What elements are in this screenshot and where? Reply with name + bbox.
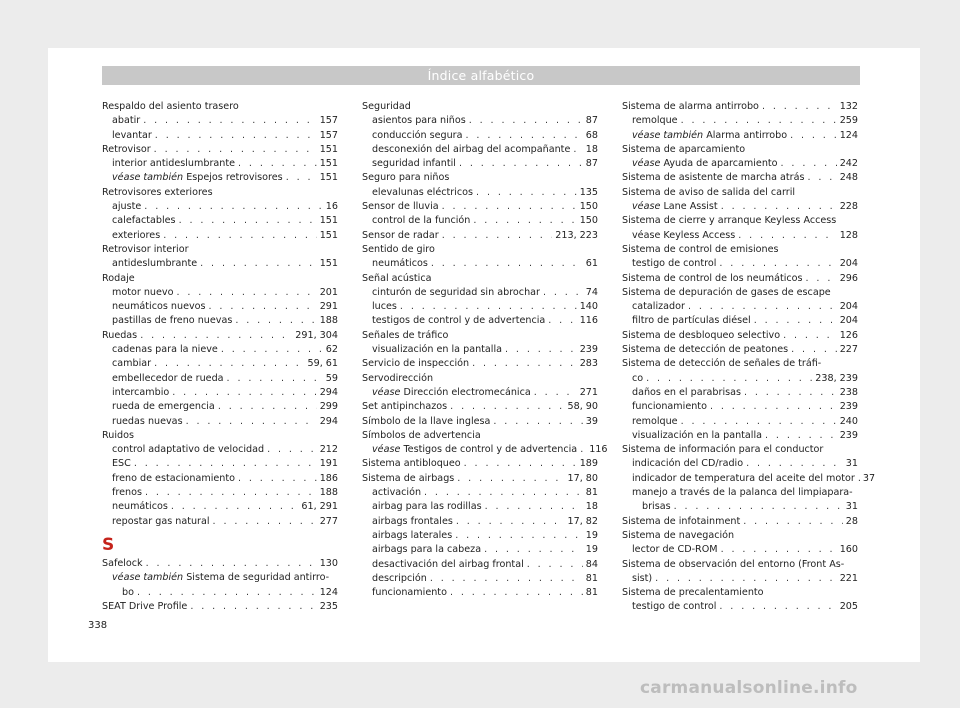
index-entry: Retrovisor . . . 151 — [102, 143, 338, 157]
index-entry: véase también Alarma antirrobo . . . 124 — [622, 129, 858, 143]
index-entry: Set antipinchazos . . . 58, 90 — [362, 400, 598, 414]
index-entry: indicador de temperatura del aceite del motor . . . 37 — [622, 472, 858, 486]
index-entry: lector de CD-ROM . . . 160 — [622, 543, 858, 557]
index-entry: activación . . . 81 — [362, 486, 598, 500]
index-entry: desactivación del airbag frontal . . . 84 — [362, 558, 598, 572]
index-entry: conducción segura . . . 68 — [362, 129, 598, 143]
index-entry: Sistema de alarma antirrobo . . . 132 — [622, 100, 858, 114]
index-entry: control de la función . . . 150 — [362, 214, 598, 228]
index-entry: frenos . . . 188 — [102, 486, 338, 500]
index-entry: funcionamiento . . . 239 — [622, 400, 858, 414]
index-entry: Símbolo de la llave inglesa . . . 39 — [362, 415, 598, 429]
page-number: 338 — [88, 620, 108, 631]
index-entry: véase Dirección electromecánica . . . 271 — [362, 386, 598, 400]
index-entry: control adaptativo de velocidad . . . 212 — [102, 443, 338, 457]
page-header: Índice alfabético — [102, 66, 860, 85]
index-entry: bo . . . 124 — [102, 586, 338, 600]
index-entry: intercambio . . . 294 — [102, 386, 338, 400]
index-heading: Retrovisores exteriores — [102, 186, 213, 198]
index-heading: Seguridad — [362, 101, 411, 112]
index-column-1 — [102, 100, 338, 614]
index-entry: co . . . 238, 239 — [622, 372, 858, 386]
index-entry: Sensor de lluvia . . . 150 — [362, 200, 598, 214]
index-entry: calefactables . . . 151 — [102, 214, 338, 228]
index-entry: Sistema antibloqueo . . . 189 — [362, 457, 598, 471]
index-column-3 — [622, 100, 876, 615]
index-heading: Ruidos — [102, 429, 134, 441]
section-letter: S — [102, 534, 115, 555]
index-entry: Sistema de asistente de marcha atrás . . . 248 — [622, 171, 858, 185]
index-entry: neumáticos nuevos . . . 291 — [102, 300, 338, 314]
watermark: carmanualsonline.info — [640, 678, 858, 698]
index-entry: Sensor de radar . . . 213, 223 — [362, 229, 598, 243]
index-entry: brisas . . . 31 — [622, 500, 858, 514]
index-entry: véase Lane Assist . . . 228 — [622, 200, 858, 214]
index-entry: interior antideslumbrante . . . 151 — [102, 157, 338, 171]
index-entry: repostar gas natural . . . 277 — [102, 515, 338, 529]
index-entry: cinturón de seguridad sin abrochar . . . 74 — [362, 286, 598, 300]
index-entry: exteriores . . . 151 — [102, 229, 338, 243]
index-entry: ruedas nuevas . . . 294 — [102, 415, 338, 429]
index-entry: asientos para niños . . . 87 — [362, 114, 598, 128]
index-entry: véase también Espejos retrovisores . . . 151 — [102, 171, 338, 185]
index-entry: antideslumbrante . . . 151 — [102, 257, 338, 271]
index-entry: testigo de control . . . 205 — [622, 600, 858, 614]
index-entry: airbags laterales . . . 19 — [362, 529, 598, 543]
index-entry: neumáticos . . . 61, 291 — [102, 500, 338, 514]
index-entry: desconexión del airbag del acompañante . . . 18 — [362, 143, 598, 157]
index-entry: motor nuevo . . . 201 — [102, 286, 338, 300]
index-entry: rueda de emergencia . . . 299 — [102, 400, 338, 414]
index-entry: pastillas de freno nuevas . . . 188 — [102, 314, 338, 328]
index-entry: Sistema de detección de peatones . . . 227 — [622, 343, 858, 357]
index-heading: Respaldo del asiento trasero — [102, 101, 239, 112]
index-heading: Sistema de información para el conductor — [622, 444, 824, 456]
index-entry: airbags frontales . . . 17, 82 — [362, 515, 598, 529]
index-entry: daños en el parabrisas . . . 238 — [622, 386, 858, 400]
index-heading: Sistema de aparcamiento — [622, 143, 746, 155]
index-entry: visualización en la pantalla . . . 239 — [362, 343, 598, 357]
index-entry: ESC . . . 191 — [102, 457, 338, 471]
index-entry: véase también Sistema de seguridad antirro- — [112, 572, 330, 584]
index-heading: Sistema de cierre y arranque Keyless Access — [622, 215, 837, 227]
index-heading: Sistema de navegación — [622, 529, 735, 541]
index-heading: Sistema de depuración de gases de escape — [622, 286, 831, 298]
index-entry: manejo a través de la palanca del limpiapara- — [632, 487, 853, 499]
index-entry: seguridad infantil . . . 87 — [362, 157, 598, 171]
index-entry: Servicio de inspección . . . 283 — [362, 357, 598, 371]
index-entry: remolque . . . 259 — [622, 114, 858, 128]
index-entry: SEAT Drive Profile . . . 235 — [102, 600, 338, 614]
index-entry: remolque . . . 240 — [622, 415, 858, 429]
index-entry: ajuste . . . 16 — [102, 200, 338, 214]
index-heading: Señal acústica — [362, 272, 432, 284]
index-entry: embellecedor de rueda . . . 59 — [102, 372, 338, 386]
index-entry: testigos de control y de advertencia . . . 116 — [362, 314, 598, 328]
index-heading: Sistema de observación del entorno (Front As- — [622, 558, 845, 570]
index-entry: testigo de control . . . 204 — [622, 257, 858, 271]
index-entry: Safelock . . . 130 — [102, 557, 338, 571]
index-entry: véase Ayuda de aparcamiento . . . 242 — [622, 157, 858, 171]
index-heading: Retrovisor interior — [102, 243, 189, 255]
index-entry: funcionamiento . . . 81 — [362, 586, 598, 600]
index-entry: catalizador . . . 204 — [622, 300, 858, 314]
index-entry: indicación del CD/radio . . . 31 — [622, 457, 858, 471]
index-entry: levantar . . . 157 — [102, 129, 338, 143]
index-heading: Rodaje — [102, 272, 135, 284]
index-entry: véase Keyless Access . . . 128 — [622, 229, 858, 243]
index-entry: Sistema de infotainment . . . 28 — [622, 515, 858, 529]
index-heading: Sistema de aviso de salida del carril — [622, 186, 796, 198]
index-column-2 — [362, 100, 608, 600]
index-heading: Seguro para niños — [362, 172, 450, 184]
index-entry: Sistema de airbags . . . 17, 80 — [362, 472, 598, 486]
index-entry: airbag para las rodillas . . . 18 — [362, 500, 598, 514]
index-entry: elevalunas eléctricos . . . 135 — [362, 186, 598, 200]
index-heading: Señales de tráfico — [362, 329, 449, 341]
index-heading: Símbolos de advertencia — [362, 429, 481, 441]
index-entry: cambiar . . . 59, 61 — [102, 357, 338, 371]
index-entry: Sistema de desbloqueo selectivo . . . 126 — [622, 329, 858, 343]
index-entry: filtro de partículas diésel . . . 204 — [622, 314, 858, 328]
index-heading: Sistema de detección de señales de tráfi- — [622, 358, 822, 370]
index-entry: visualización en la pantalla . . . 239 — [622, 429, 858, 443]
index-entry: luces . . . 140 — [362, 300, 598, 314]
index-heading: Sentido de giro — [362, 243, 435, 255]
index-heading: Servodirección — [362, 372, 434, 384]
index-entry: airbags para la cabeza . . . 19 — [362, 543, 598, 557]
index-entry: cadenas para la nieve . . . 62 — [102, 343, 338, 357]
index-entry: neumáticos . . . 61 — [362, 257, 598, 271]
index-entry: véase Testigos de control y de advertencia . . . 116 — [362, 443, 598, 457]
index-entry: abatir . . . 157 — [102, 114, 338, 128]
index-entry: sist) . . . 221 — [622, 572, 858, 586]
index-entry: Sistema de control de los neumáticos . . . 296 — [622, 272, 858, 286]
index-entry: descripción . . . 81 — [362, 572, 598, 586]
index-heading: Sistema de control de emisiones — [622, 243, 779, 255]
index-entry: Ruedas . . . 291, 304 — [102, 329, 338, 343]
index-entry: freno de estacionamiento . . . 186 — [102, 472, 338, 486]
index-heading: Sistema de precalentamiento — [622, 587, 764, 599]
